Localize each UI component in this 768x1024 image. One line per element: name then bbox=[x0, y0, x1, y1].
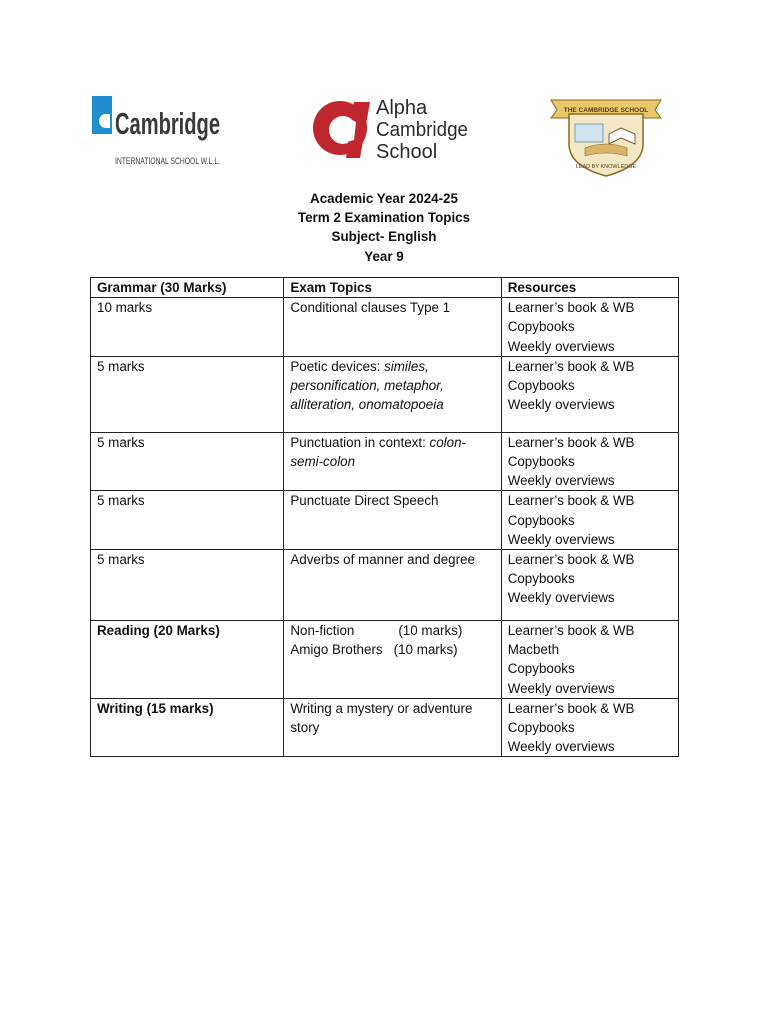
alpha-logo-line1: Alpha bbox=[376, 97, 428, 119]
seal-bottom-text: LEAD BY KNOWLEDGE bbox=[575, 164, 637, 170]
row-topic: Adverbs of manner and degree bbox=[284, 550, 501, 621]
resource-item: Copybooks bbox=[507, 319, 575, 335]
row-topic bbox=[284, 356, 501, 432]
topic-marks: (10 marks) bbox=[398, 623, 463, 639]
resource-item: Weekly overviews bbox=[507, 397, 615, 413]
topic-prefix: Punctuation in context: bbox=[290, 434, 430, 450]
topic-name: Amigo Brothers bbox=[290, 642, 383, 658]
year-line: Year 9 bbox=[364, 248, 404, 264]
row-marks: 10 marks bbox=[91, 298, 284, 357]
resource-item: Copybooks bbox=[507, 720, 575, 736]
exam-topics-table bbox=[90, 277, 679, 757]
seal-scene-icon bbox=[575, 124, 603, 142]
seal-top-text: THE CAMBRIDGE SCHOOL bbox=[563, 107, 649, 114]
topic-italic: colon- bbox=[429, 434, 467, 450]
resource-item: Copybooks bbox=[507, 378, 575, 394]
table-header-row bbox=[91, 278, 679, 298]
row-marks: 5 marks bbox=[91, 491, 284, 550]
resource-item: Copybooks bbox=[507, 512, 575, 528]
row-resources bbox=[501, 356, 678, 432]
resource-item: Weekly overviews bbox=[507, 338, 615, 354]
resource-item: Copybooks bbox=[507, 571, 575, 587]
row-marks: 5 marks bbox=[91, 356, 284, 432]
topic-italic: alliteration, onomatopoeia bbox=[290, 397, 444, 413]
row-topic bbox=[284, 698, 501, 757]
resource-item: Learner’s book & WB bbox=[507, 623, 635, 639]
row-resources bbox=[501, 550, 678, 621]
resource-item: Weekly overviews bbox=[507, 680, 615, 696]
section-reading: Reading (20 Marks) bbox=[91, 621, 284, 699]
row-resources bbox=[501, 491, 678, 550]
document-heading bbox=[0, 189, 768, 266]
topic-marks: (10 marks) bbox=[393, 642, 458, 658]
alpha-mark-icon bbox=[313, 101, 370, 158]
topic-line: story bbox=[290, 720, 320, 736]
topic-prefix: Poetic devices: bbox=[290, 358, 385, 374]
resource-item: Learner’s book & WB bbox=[507, 552, 635, 568]
resource-item: Learner’s book & WB bbox=[507, 434, 635, 450]
resource-item: Weekly overviews bbox=[507, 473, 615, 489]
resource-item: Macbeth bbox=[507, 642, 560, 658]
resource-item: Learner’s book & WB bbox=[507, 358, 635, 374]
subject-line: Subject- English bbox=[331, 229, 437, 245]
alpha-logo-line2: Cambridge bbox=[376, 119, 468, 141]
topic-italic: personification, metaphor, bbox=[290, 378, 444, 394]
table-row bbox=[91, 698, 679, 757]
section-writing: Writing (15 marks) bbox=[91, 698, 284, 757]
resource-item: Weekly overviews bbox=[507, 590, 615, 606]
header-resources: Resources bbox=[501, 278, 678, 298]
table-row bbox=[91, 621, 679, 699]
topic-line: Writing a mystery or adventure bbox=[290, 700, 473, 716]
cambridge-school-seal bbox=[545, 92, 667, 178]
resource-item: Learner’s book & WB bbox=[507, 493, 635, 509]
resource-item: Copybooks bbox=[507, 661, 575, 677]
cambridge-logo-subtitle: INTERNATIONAL SCHOOL W.L.L. bbox=[115, 156, 220, 167]
term-title-line: Term 2 Examination Topics bbox=[297, 210, 471, 226]
resource-item: Learner’s book & WB bbox=[507, 700, 635, 716]
row-topic bbox=[284, 621, 501, 699]
topic-name: Non-fiction bbox=[290, 623, 355, 639]
row-topic: Punctuate Direct Speech bbox=[284, 491, 501, 550]
cambridge-international-logo bbox=[90, 94, 225, 170]
topic-italic: semi-colon bbox=[290, 454, 356, 470]
header-exam-topics: Exam Topics bbox=[284, 278, 501, 298]
resource-item: Weekly overviews bbox=[507, 739, 615, 755]
table-row bbox=[91, 432, 679, 491]
table-row bbox=[91, 550, 679, 621]
header-grammar: Grammar (30 Marks) bbox=[91, 278, 284, 298]
row-resources bbox=[501, 298, 678, 357]
resource-item: Learner’s book & WB bbox=[507, 300, 635, 316]
row-marks: 5 marks bbox=[91, 432, 284, 491]
resource-item: Weekly overviews bbox=[507, 531, 615, 547]
table-row bbox=[91, 491, 679, 550]
row-marks: 5 marks bbox=[91, 550, 284, 621]
table-row bbox=[91, 298, 679, 357]
cambridge-logo-name: Cambridge bbox=[115, 106, 220, 141]
row-resources bbox=[501, 621, 678, 699]
alpha-logo-line3: School bbox=[376, 141, 438, 163]
topic-italic: similes, bbox=[384, 358, 429, 374]
row-resources bbox=[501, 698, 678, 757]
alpha-cambridge-logo bbox=[310, 92, 475, 164]
academic-year-line: Academic Year 2024-25 bbox=[310, 191, 458, 206]
resource-item: Copybooks bbox=[507, 454, 575, 470]
row-resources bbox=[501, 432, 678, 491]
table-row bbox=[91, 356, 679, 432]
row-topic bbox=[284, 432, 501, 491]
row-topic: Conditional clauses Type 1 bbox=[284, 298, 501, 357]
